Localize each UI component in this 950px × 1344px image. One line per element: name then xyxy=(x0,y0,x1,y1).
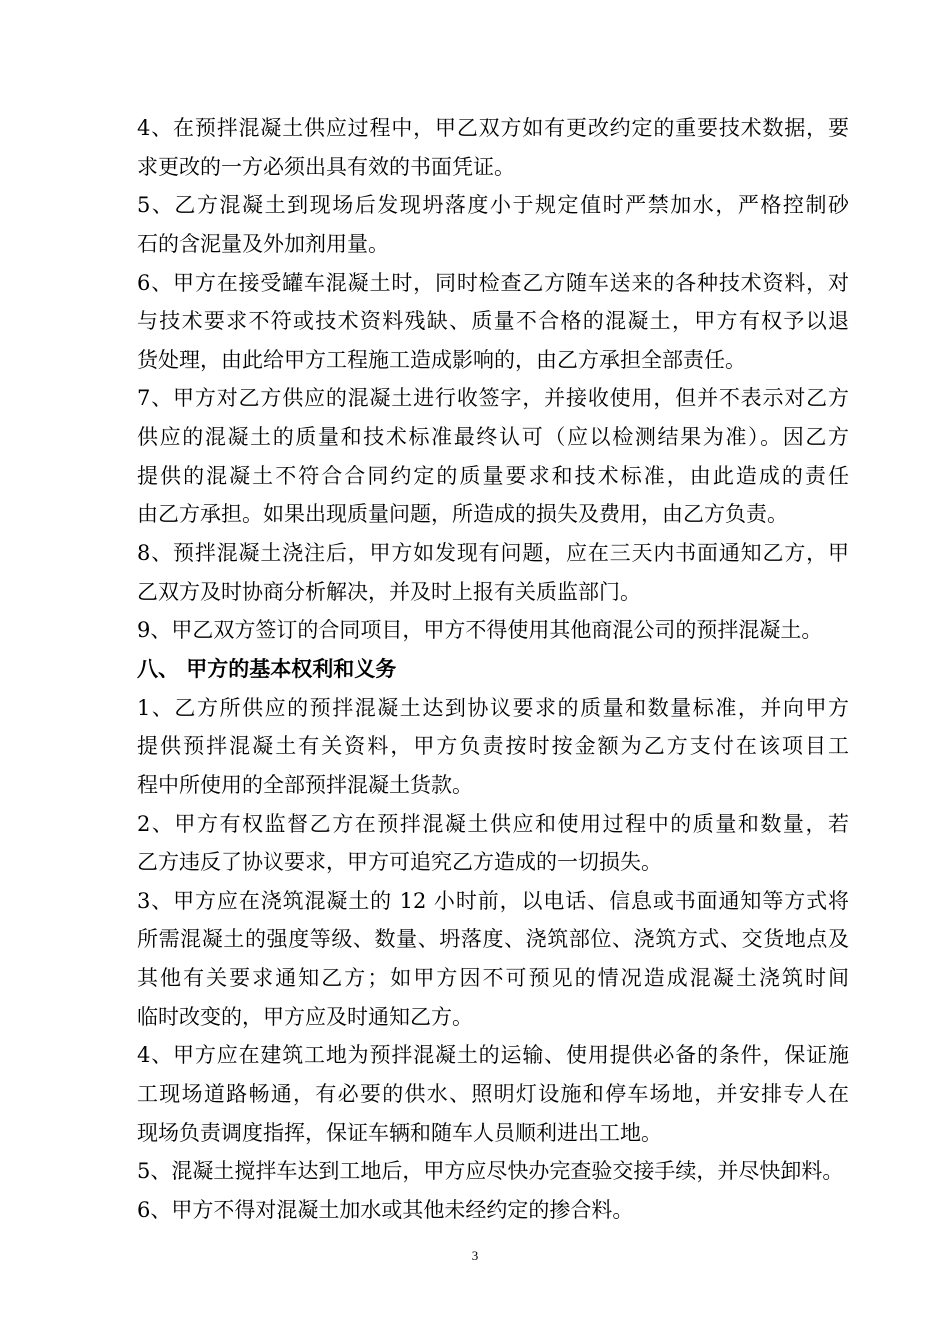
text-line: 8、预拌混凝土浇注后，甲方如发现有问题，应在三天内书面通知乙方，甲 xyxy=(137,541,849,566)
text-line: 现场负责调度指挥，保证车辆和随车人员顺利进出工地。 xyxy=(137,1120,662,1145)
text-line: 八、 甲方的基本权利和义务 xyxy=(137,655,397,681)
text-line: 3、甲方应在浇筑混凝土的 12 小时前，以电话、信息或书面通知等方式将 xyxy=(137,888,849,913)
paragraph xyxy=(137,689,849,805)
text-line: 6、甲方在接受罐车混凝土时，同时检查乙方随车送来的各种技术资料，对 xyxy=(137,270,849,295)
paragraph xyxy=(137,379,849,534)
section-heading xyxy=(137,650,849,689)
text-line: 由乙方承担。如果出现质量问题，所造成的损失及费用，由乙方负责。 xyxy=(137,502,788,527)
text-line: 7、甲方对乙方供应的混凝土进行收签字，并接收使用，但并不表示对乙方 xyxy=(137,386,849,411)
paragraph xyxy=(137,264,849,380)
text-line: 供应的混凝土的质量和技术标准最终认可（应以检测结果为准）。因乙方 xyxy=(137,425,849,450)
text-line: 提供预拌混凝土有关资料，甲方负责按时按金额为乙方支付在该项目工 xyxy=(137,734,849,759)
text-line: 提供的混凝土不符合合同约定的质量要求和技术标准，由此造成的责任 xyxy=(137,463,849,488)
paragraph xyxy=(137,1152,849,1191)
text-line: 乙双方及时协商分析解决，并及时上报有关质监部门。 xyxy=(137,579,641,604)
text-line: 所需混凝土的强度等级、数量、坍落度、浇筑部位、浇筑方式、交货地点及 xyxy=(137,927,849,952)
paragraph xyxy=(137,186,849,263)
paragraph xyxy=(137,109,849,186)
text-line: 其他有关要求通知乙方；如甲方因不可预见的情况造成混凝土浇筑时间 xyxy=(137,966,849,991)
paragraph xyxy=(137,1191,849,1230)
text-line: 乙方违反了协议要求，甲方可追究乙方造成的一切损失。 xyxy=(137,850,662,875)
document-body xyxy=(137,109,849,1230)
text-line: 货处理，由此给甲方工程施工造成影响的，由乙方承担全部责任。 xyxy=(137,347,746,372)
text-line: 6、甲方不得对混凝土加水或其他未经约定的掺合料。 xyxy=(137,1197,634,1222)
text-line: 石的含泥量及外加剂用量。 xyxy=(137,231,389,256)
text-line: 9、甲乙双方签订的合同项目，甲方不得使用其他商混公司的预拌混凝土。 xyxy=(137,618,823,643)
text-line: 5、乙方混凝土到现场后发现坍落度小于规定值时严禁加水，严格控制砂 xyxy=(137,193,849,218)
paragraph xyxy=(137,1036,849,1152)
text-line: 程中所使用的全部预拌混凝土货款。 xyxy=(137,772,473,797)
text-line: 4、甲方应在建筑工地为预拌混凝土的运输、使用提供必备的条件，保证施 xyxy=(137,1043,849,1068)
text-line: 工现场道路畅通，有必要的供水、照明灯设施和停车场地，并安排专人在 xyxy=(137,1082,849,1107)
text-line: 1、乙方所供应的预拌混凝土达到协议要求的质量和数量标准，并向甲方 xyxy=(137,695,849,720)
text-line: 与技术要求不符或技术资料残缺、质量不合格的混凝土，甲方有权予以退 xyxy=(137,309,849,334)
text-line: 临时改变的，甲方应及时通知乙方。 xyxy=(137,1004,473,1029)
paragraph xyxy=(137,882,849,1037)
paragraph xyxy=(137,805,849,882)
text-line: 2、甲方有权监督乙方在预拌混凝土供应和使用过程中的质量和数量，若 xyxy=(137,811,849,836)
text-line: 4、在预拌混凝土供应过程中，甲乙双方如有更改约定的重要技术数据，要 xyxy=(137,116,849,140)
page-number: 3 xyxy=(471,1248,479,1263)
paragraph xyxy=(137,534,849,611)
text-line: 5、混凝土搅拌车达到工地后，甲方应尽快办完查验交接手续，并尽快卸料。 xyxy=(137,1159,844,1184)
paragraph xyxy=(137,611,849,650)
text-line: 求更改的一方必须出具有效的书面凭证。 xyxy=(137,154,515,179)
